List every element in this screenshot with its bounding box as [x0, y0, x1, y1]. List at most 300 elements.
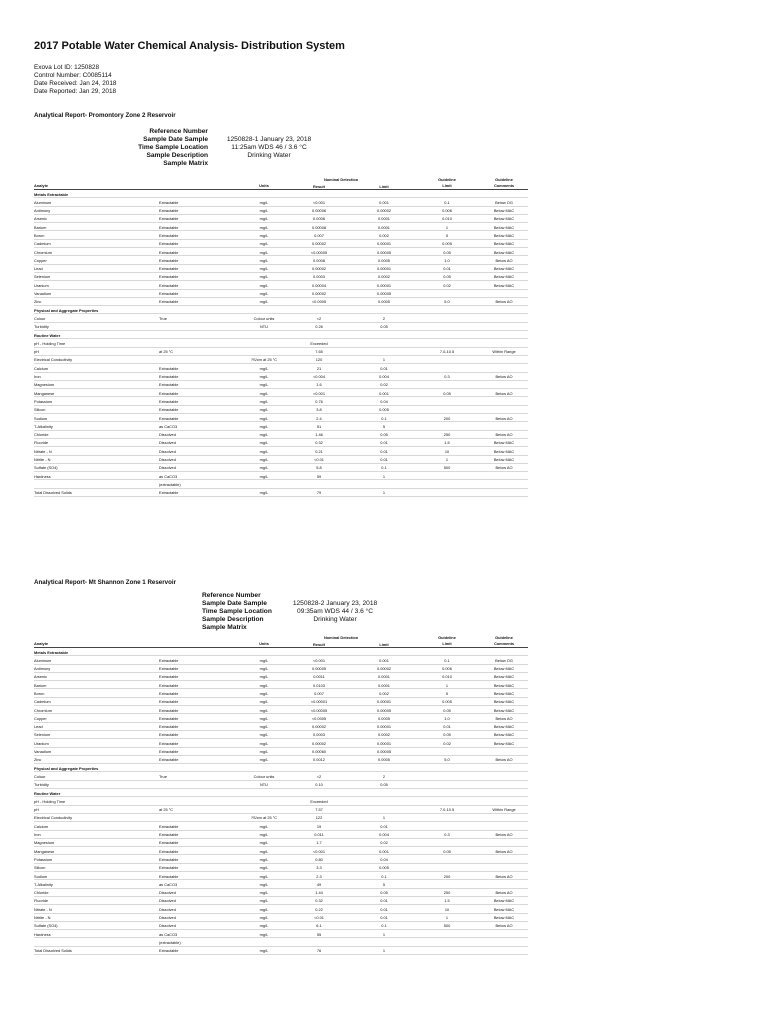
result-cell: 0.22 [315, 906, 323, 912]
guideline-cell: 500 [443, 923, 451, 929]
analyte-cell: Selenium [34, 732, 51, 738]
method-cell: as CaCO3 [159, 931, 178, 937]
method-cell: Extractable [159, 873, 179, 879]
limit-cell: 1 [382, 948, 386, 954]
result-cell: 0.00002 [311, 724, 327, 730]
table-row [34, 839, 528, 847]
table-row [34, 797, 528, 805]
comment-cell: Below MAC [493, 674, 515, 680]
table-row [34, 397, 528, 405]
analyte-cell: Silicon [34, 865, 46, 871]
guideline-cell: 1.5 [444, 898, 450, 904]
result-cell: 6.1 [316, 923, 322, 929]
analyte-cell: Chloride [34, 890, 49, 896]
analyte-cell: pH [34, 807, 39, 813]
guideline-cell: 1.0 [444, 715, 450, 721]
analyte-cell: Vanadium [34, 749, 52, 755]
method-cell: at 25 °C [159, 807, 174, 813]
limit-cell: 0.05 [380, 890, 388, 896]
limit-cell: 2 [382, 773, 386, 779]
method-cell: Extractable [159, 282, 179, 288]
limit-cell: 0.0005 [378, 757, 390, 763]
ref-value: 09:35am WDS 44 / 3.6 °C [297, 608, 373, 615]
units-cell: mg/L [259, 448, 269, 454]
comment-cell: Below MAC [493, 440, 515, 446]
results-table-1 [34, 176, 528, 497]
method-cell: Dissolved [159, 457, 176, 462]
group-label: Routine Water [34, 332, 61, 338]
analyte-cell: Sodium [34, 873, 48, 879]
guideline-cell: 500 [443, 465, 451, 471]
comment-cell: Below MAC [493, 732, 515, 738]
units-cell: mg/L [259, 473, 269, 479]
table-row [34, 914, 528, 922]
method-cell: Dissolved [159, 432, 176, 438]
limit-cell: 0.0002 [378, 274, 390, 280]
ref-label: Sample Date Sample [202, 600, 267, 607]
method-cell: as CaCO3 [159, 473, 178, 479]
table-row [34, 240, 528, 248]
date-reported: Date Reported: Jan 29, 2018 [34, 87, 117, 95]
result-cell: 0.80 [315, 856, 323, 862]
header-analyte: Analyte [34, 183, 49, 188]
method-cell: Extractable [159, 690, 179, 696]
comment-cell: Below MAC [493, 249, 515, 255]
group-label: Physical and Aggregate Properties [34, 765, 99, 771]
result-cell: 7.65 [315, 349, 323, 355]
table-row [34, 831, 528, 839]
limit-cell: 0.01 [380, 906, 388, 912]
header-result: Result [313, 184, 325, 189]
table-row [34, 381, 528, 389]
guideline-cell: 1.5 [444, 440, 450, 446]
result-cell: 0.00002 [311, 241, 327, 247]
analyte-cell: Lead [34, 724, 43, 730]
method-cell: Extractable [159, 757, 179, 763]
table-body [34, 190, 528, 497]
analyte-cell: Aluminum [34, 657, 52, 663]
analyte-cell: Colour [34, 315, 46, 321]
header-guideline-limit: Limit [442, 641, 452, 646]
result-cell: 0.32 [315, 898, 323, 904]
table-body [34, 648, 528, 955]
analyte-cell: Colour [34, 773, 46, 779]
ref-label: Time Sample Location [202, 608, 272, 615]
table-row [34, 689, 528, 697]
result-cell: <0.001 [312, 390, 325, 396]
limit-cell: 1 [382, 357, 386, 363]
comment-cell: Below MAC [493, 724, 515, 730]
analyte-cell: Aluminum [34, 199, 52, 205]
table-row [34, 681, 528, 689]
result-cell: <2 [316, 315, 322, 321]
units-cell: mg/L [259, 232, 269, 238]
limit-cell: 5 [382, 423, 386, 429]
method-cell: (extractable) [159, 939, 181, 945]
method-cell: Extractable [159, 707, 179, 713]
limit-cell: 0.1 [381, 873, 387, 879]
header-result: Result [313, 642, 325, 647]
units-cell: Colour units [253, 773, 275, 779]
units-cell: mg/L [259, 390, 269, 396]
result-cell: 0.00002 [311, 740, 327, 746]
limit-cell: 0.01 [380, 365, 388, 371]
result-cell: 0.007 [314, 690, 324, 696]
comment-cell: Below MAC [493, 915, 515, 920]
header-limit: Limit [379, 642, 389, 647]
result-cell: 3.3 [316, 865, 322, 871]
table-row [34, 480, 528, 488]
units-cell: mg/L [259, 840, 269, 846]
limit-cell: 0.001 [379, 199, 389, 205]
units-cell: mg/L [259, 732, 269, 738]
limit-cell: 0.0001 [378, 674, 390, 680]
method-cell: Extractable [159, 208, 179, 214]
date-received: Date Received: Jan 24, 2018 [34, 79, 117, 87]
table-row [34, 922, 528, 930]
guideline-cell: 0.05 [443, 707, 451, 713]
table-row [34, 814, 528, 822]
guideline-cell: 0.1 [444, 657, 450, 663]
result-cell: 49 [316, 881, 322, 887]
method-cell: Extractable [159, 291, 179, 297]
result-cell: <0.001 [312, 657, 325, 663]
table-row [34, 872, 528, 880]
analyte-cell: T-Alkalinity [34, 881, 53, 887]
analyte-cell: Iron [34, 374, 41, 380]
table-header [34, 176, 528, 190]
table-row [34, 781, 528, 789]
guideline-cell: 0.1 [444, 199, 450, 205]
limit-cell: 0.0005 [378, 257, 390, 263]
result-cell: 0.21 [315, 448, 323, 454]
table-row [34, 414, 528, 422]
units-cell: NTU [260, 782, 268, 788]
table-row [34, 265, 528, 273]
analyte-cell: T-Alkalinity [34, 423, 53, 429]
analyte-cell: Turbidity [34, 782, 49, 788]
table-row [34, 290, 528, 298]
analyte-cell: Selenium [34, 274, 51, 280]
comment-cell: Below AO [495, 374, 513, 380]
units-cell: mg/L [259, 257, 269, 263]
analyte-cell: Arsenic [34, 674, 47, 680]
method-cell: Extractable [159, 699, 179, 705]
method-cell: Extractable [159, 257, 179, 263]
limit-cell: 0.02 [380, 840, 388, 846]
units-cell: mg/L [259, 199, 269, 205]
group-header-row [34, 764, 528, 772]
analyte-cell: Hardness [34, 931, 51, 937]
analyte-cell: Magnesium [34, 840, 55, 846]
result-cell: 122 [315, 815, 323, 821]
table-row [34, 731, 528, 739]
table-row [34, 855, 528, 863]
result-cell: 0.00060 [311, 749, 327, 755]
method-cell: Extractable [159, 823, 179, 829]
ref-value: 11:25am WDS 46 / 3.6 °C [231, 144, 307, 151]
analyte-cell: Manganese [34, 848, 55, 854]
method-cell: Extractable [159, 666, 179, 672]
limit-cell: 0.005 [379, 407, 389, 413]
table-row [34, 373, 528, 381]
table-row [34, 880, 528, 888]
comment-cell: Below MAC [493, 208, 515, 214]
units-cell: mg/L [259, 699, 269, 705]
analyte-cell: Copper [34, 715, 47, 721]
table-row [34, 772, 528, 780]
table-row [34, 431, 528, 439]
units-cell: mg/L [259, 757, 269, 763]
limit-cell: 0.00002 [376, 208, 392, 214]
analyte-cell: Silicon [34, 407, 46, 413]
result-cell: <0.01 [314, 915, 324, 920]
group-label: Metals Extractable [34, 649, 69, 655]
comment-cell: Below MAC [493, 224, 515, 230]
limit-cell: 0.001 [379, 390, 389, 396]
units-cell: mg/L [259, 440, 269, 446]
limit-cell: 0.0001 [378, 682, 390, 688]
sample-reference-1 [136, 128, 324, 168]
guideline-cell: 5 [445, 690, 449, 696]
table-row [34, 847, 528, 855]
result-cell: 1.46 [315, 432, 323, 438]
method-cell: at 25 °C [159, 349, 174, 355]
result-cell: 0.00002 [311, 266, 327, 272]
guideline-cell: 250 [443, 432, 451, 438]
limit-cell: 0.01 [380, 915, 388, 920]
limit-cell: 0.00001 [376, 282, 392, 288]
limit-cell: 1 [382, 815, 386, 821]
analyte-cell: Zinc [34, 757, 42, 763]
limit-cell: 0.04 [380, 398, 388, 404]
limit-cell: 0.00001 [376, 266, 392, 272]
limit-cell: 0.00001 [376, 724, 392, 730]
units-cell: mg/L [259, 715, 269, 721]
report-title-2: Analytical Report- Mt Shannon Zone 1 Reservoir [34, 579, 176, 586]
header-comments: Comments [493, 641, 515, 646]
guideline-cell: 250 [443, 890, 451, 896]
ref-label: Sample Matrix [163, 160, 208, 167]
limit-cell: 0.0002 [378, 732, 390, 738]
table-row [34, 806, 528, 814]
comment-cell: Below AO [495, 415, 513, 421]
analyte-cell: Chromium [34, 707, 52, 713]
units-cell: mg/L [259, 915, 269, 920]
comment-cell: Below MAC [493, 216, 515, 222]
method-cell: Extractable [159, 374, 179, 380]
limit-cell: 0.01 [380, 440, 388, 446]
result-cell: 2.3 [316, 873, 322, 879]
comment-cell: Below AO [495, 923, 513, 929]
result-cell: <0.004 [312, 374, 325, 380]
table-row [34, 472, 528, 480]
units-cell: NTU [260, 324, 268, 330]
units-cell: Colour units [253, 315, 275, 321]
result-cell: <0.00005 [310, 707, 328, 713]
analyte-cell: Iron [34, 832, 41, 838]
limit-cell: 0.004 [379, 374, 389, 380]
header-comments: Comments [493, 183, 515, 188]
analyte-cell: Electrical Conductivity [34, 815, 73, 821]
method-cell: Extractable [159, 199, 179, 205]
table-row [34, 897, 528, 905]
result-cell: <0.01 [314, 457, 324, 462]
analyte-cell: Calcium [34, 823, 49, 829]
analyte-cell: Boron [34, 690, 45, 696]
comment-cell: Below AO [495, 465, 513, 471]
result-cell: 0.0008 [313, 216, 325, 222]
comment-cell: Below AO [495, 432, 513, 438]
units-cell: mg/L [259, 657, 269, 663]
header-analyte: Analyte [34, 641, 49, 646]
units-cell: mg/L [259, 365, 269, 371]
guideline-cell: 5.0 [444, 757, 450, 763]
limit-cell: 1 [382, 931, 386, 937]
units-cell: mg/L [259, 674, 269, 680]
comment-cell: Below AO [495, 890, 513, 896]
result-cell: <0.00005 [310, 249, 328, 255]
analyte-cell: Hardness [34, 473, 51, 479]
result-cell: 7.57 [315, 807, 323, 813]
table-row [34, 698, 528, 706]
units-cell: ?S/cm at 25 °C [250, 357, 278, 363]
comment-cell: Within Range [492, 349, 516, 355]
method-cell: Extractable [159, 948, 179, 954]
limit-cell: 0.01 [380, 457, 388, 462]
ref-value: Drinking Water [313, 616, 357, 623]
method-cell: (extractable) [159, 481, 181, 487]
guideline-cell: 0.05 [443, 274, 451, 280]
limit-cell: 0.1 [381, 465, 387, 471]
table-row [34, 364, 528, 372]
group-header-row [34, 648, 528, 656]
table-row [34, 323, 528, 331]
units-cell: mg/L [259, 690, 269, 696]
method-cell: Extractable [159, 490, 179, 496]
ref-value [280, 624, 390, 632]
method-cell: Extractable [159, 274, 179, 280]
result-cell: 1.7 [316, 840, 322, 846]
result-cell: <0.0005 [311, 299, 327, 305]
method-cell: Extractable [159, 232, 179, 238]
table-row [34, 223, 528, 231]
result-cell: 0.76 [315, 398, 323, 404]
table-row [34, 215, 528, 223]
table-row [34, 406, 528, 414]
group-header-row [34, 331, 528, 339]
units-cell: mg/L [259, 865, 269, 871]
units-cell: mg/L [259, 931, 269, 937]
analyte-cell: Calcium [34, 365, 49, 371]
result-cell: 55 [316, 931, 322, 937]
analyte-cell: Chloride [34, 432, 49, 438]
result-cell: <0.001 [312, 199, 325, 205]
table-row [34, 356, 528, 364]
units-cell: mg/L [259, 898, 269, 904]
ref-value [280, 592, 390, 600]
comment-cell: Below AO [495, 832, 513, 838]
method-cell: Extractable [159, 856, 179, 862]
table-row [34, 748, 528, 756]
limit-cell: 0.004 [379, 832, 389, 838]
method-cell: Extractable [159, 865, 179, 871]
analyte-cell: Chromium [34, 249, 52, 255]
method-cell: Extractable [159, 407, 179, 413]
comment-cell: Below MAC [493, 699, 515, 705]
units-cell: mg/L [259, 291, 269, 297]
table-row [34, 864, 528, 872]
units-cell: ?S/cm at 25 °C [250, 815, 278, 821]
results-table-2 [34, 634, 528, 955]
ref-label: Reference Number [202, 592, 261, 599]
table-row [34, 339, 528, 347]
comment-cell: Below MAC [493, 906, 515, 912]
result-cell: 0.00005 [311, 666, 327, 672]
units-cell: mg/L [259, 856, 269, 862]
ref-value: 1250828-1 January 23, 2018 [226, 136, 312, 143]
comment-cell: Below AO [495, 390, 513, 396]
limit-cell: 0.01 [380, 448, 388, 454]
units-cell: mg/L [259, 382, 269, 388]
comment-cell: Below MAC [493, 241, 515, 247]
analyte-cell: Cadmium [34, 699, 51, 705]
analyte-cell: pH [34, 349, 39, 355]
table-row [34, 298, 528, 306]
units-cell: mg/L [259, 216, 269, 222]
group-label: Routine Water [34, 790, 61, 796]
method-cell: Extractable [159, 682, 179, 688]
analyte-cell: Cadmium [34, 241, 51, 247]
table-row [34, 723, 528, 731]
method-cell: Extractable [159, 832, 179, 838]
units-cell: mg/L [259, 848, 269, 854]
limit-cell: 0.0001 [378, 216, 390, 222]
analyte-cell: Magnesium [34, 382, 55, 388]
table-row [34, 930, 528, 938]
units-cell: mg/L [259, 490, 269, 496]
units-cell: mg/L [259, 707, 269, 713]
table-row [34, 447, 528, 455]
units-cell: mg/L [259, 682, 269, 688]
comment-cell: Below MAC [493, 232, 515, 238]
table-row [34, 281, 528, 289]
method-cell: Extractable [159, 415, 179, 421]
comment-cell: Below MAC [493, 740, 515, 746]
units-cell: mg/L [259, 407, 269, 413]
limit-cell: 0.1 [381, 415, 387, 421]
method-cell: Extractable [159, 365, 179, 371]
ref-label: Time Sample Location [138, 144, 208, 151]
guideline-cell: 0.05 [443, 732, 451, 738]
units-cell: mg/L [259, 432, 269, 438]
units-cell: mg/L [259, 249, 269, 255]
guideline-cell: 0.010 [442, 674, 452, 680]
analyte-cell: Boron [34, 232, 45, 238]
units-cell: mg/L [259, 948, 269, 954]
method-cell: Dissolved [159, 440, 176, 446]
limit-cell: 0.001 [379, 657, 389, 663]
method-cell: Extractable [159, 740, 179, 746]
comment-cell: Below MAC [493, 282, 515, 288]
table-row [34, 389, 528, 397]
header-units: Units [259, 641, 269, 646]
analyte-cell: Sulfate (SO4) [34, 465, 58, 471]
comment-cell: Below AO [495, 757, 513, 763]
analyte-cell: Uranium [34, 740, 49, 746]
control-number: Control Number: C0085114 [34, 71, 112, 79]
guideline-cell: 0.05 [443, 848, 451, 854]
